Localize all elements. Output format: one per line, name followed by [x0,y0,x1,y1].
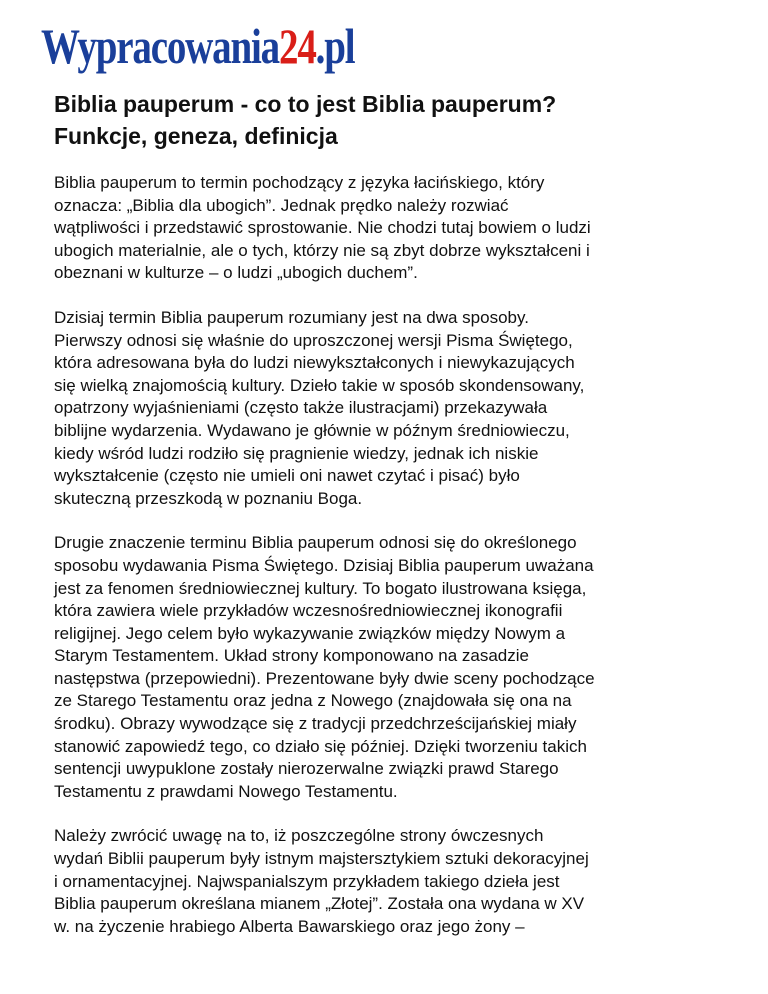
text-line: która adresowana była do ludzi niewykształconych i niewykazujących [54,353,575,373]
paragraph-1 [54,172,734,285]
text-line: Biblia pauperum to termin pochodzący z języka łacińskiego, który [54,173,545,192]
text-line: jest za fenomen średniowiecznej kultury. To bogato ilustrowana księga, [54,578,587,598]
text-line: Dzisiaj termin Biblia pauperum rozumiany jest na dwa sposoby. [54,307,529,327]
text-line: ubogich materialnie, ale o tych, którzy nie są zbyt dobrze wykształceni i [54,240,590,260]
site-logo[interactable] [41,14,354,78]
text-line: opatrzony wyjaśnieniami (często także ilustracjami) przekazywała [54,398,548,418]
title-line-1: Biblia pauperum - co to jest Biblia pauperum? [54,91,557,117]
text-line: i ornamentacyjnej. Najwspanialszym przykładem takiego dzieła jest [54,871,560,891]
text-line: sposobu wydawania Pisma Świętego. Dzisiaj Biblia pauperum uważana [54,555,594,575]
logo-text-main: Wypracowania [41,18,280,74]
text-line: religijnej. Jego celem było wykazywanie związków między Nowym a [54,623,566,643]
paragraph-4 [54,825,734,938]
text-line: następstwa (przepowiedni). Prezentowane były dwie sceny pochodzące [54,668,595,688]
text-line: skuteczną przeszkodą w poznaniu Boga. [54,488,363,508]
text-line: która zawiera wiele przykładów wczesnośredniowiecznej ikonografii [54,601,563,621]
text-line: kiedy wśród ludzi rodziło się pragnienie wiedzy, jednak ich niskie [54,443,539,463]
text-line: w. na życzenie hrabiego Alberta Bawarskiego oraz jego żony – [54,916,525,936]
text-line: Starym Testamentem. Układ strony komponowano na zasadzie [54,646,529,666]
article-title [54,88,734,152]
text-line: środku). Obrazy wywodzące się z tradycji przedchrześcijańskiej miały [54,714,577,734]
text-line: Drugie znaczenie terminu Biblia pauperum odnosi się do określonego [54,533,577,553]
text-line: się wielką znajomością kultury. Dzieło takie w sposób skondensowany, [54,375,585,395]
text-line: ze Starego Testamentu oraz jedna z Nowego (znajdowała się ona na [54,691,572,711]
title-line-2: Funkcje, geneza, definicja [54,123,338,149]
paragraph-3 [54,532,734,803]
text-line: obeznani w kulturze – o ludzi „ubogich duchem”. [54,263,418,283]
text-line: Pierwszy odnosi się właśnie do uproszczonej wersji Pisma Świętego, [54,330,573,350]
text-line: Biblia pauperum określana mianem „Złotej”. Została ona wydana w XV [54,894,585,914]
text-line: Testamentu z prawdami Nowego Testamentu. [54,781,398,801]
text-line: biblijne wydarzenia. Wydawano je głównie w późnym średniowieczu, [54,420,570,440]
text-line: wykształcenie (często nie umieli oni nawet czytać i pisać) było [54,466,520,486]
text-line: wydań Biblii pauperum były istnym majstersztykiem sztuki dekoracyjnej [54,849,589,869]
text-line: stanowić zapowiedź tego, co działo się później. Dzięki tworzeniu takich [54,736,587,756]
logo-text-number: 24 [279,18,316,74]
text-line: wątpliwości i przedstawić sprostowanie. Nie chodzi tutaj bowiem o ludzi [54,218,591,238]
paragraph-2 [54,307,734,510]
logo-text-domain: .pl [315,18,355,74]
text-line: Należy zwrócić uwagę na to, iż poszczególne strony ówczesnych [54,826,544,846]
text-line: sentencji uwypuklone zostały nierozerwalne związki prawd Starego [54,759,559,779]
article [54,88,734,938]
text-line: oznacza: „Biblia dla ubogich”. Jednak prędko należy rozwiać [54,195,509,215]
